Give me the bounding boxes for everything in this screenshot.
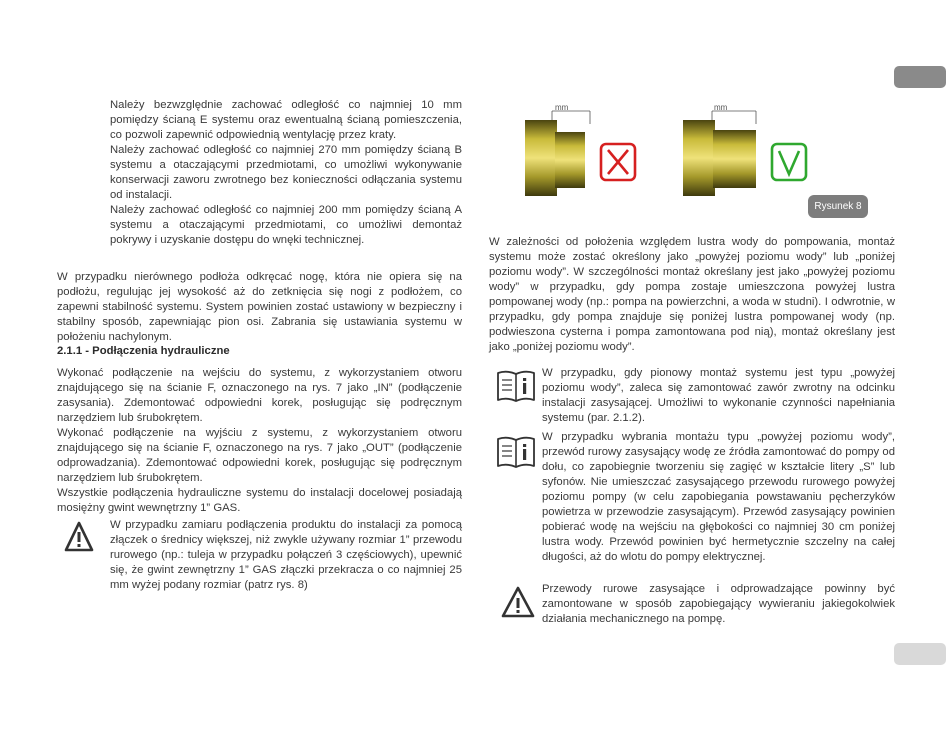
dimension-label-left: mm	[555, 103, 569, 112]
section-heading: 2.1.1 - Podłączenia hydrauliczne	[57, 345, 230, 357]
manual-info-icon	[496, 435, 536, 469]
warning-icon	[64, 521, 94, 553]
clearance-wall-a: Należy zachować odległość co najmniej 200 mm pomiędzy ścianą A systemu a otaczającymi przedmiotami, co umożliwi demontaż pokrywy i uzyskanie dostępu do wnęki technicznej.	[110, 204, 462, 246]
clearance-wall-e: Należy bezwzględnie zachować odległość co najmniej 10 mm pomiędzy ścianą E systemu oraz ewentualną ścianą pomieszczenia, co pozwoli zapewnić odpowiednią wentylację przez kraty.	[110, 99, 462, 141]
connection-paragraphs	[57, 366, 462, 516]
outlet-connection-text: Wykonać podłączenie na wyjściu z systemu, z wykorzystaniem otworu znajdującego się na ścianie F, oznaczonego na rys. 7 jako „OUT” (podłączenie odprowadzania). Zdemontować odpowiedni korek, posługując się podręcznym narzędziem lub śrubokrętem.	[57, 427, 462, 484]
thread-info-text: Wszystkie podłączenia hydrauliczne systemu do instalacji docelowej posiadają mosiężny gwint wewnętrzny 1” GAS.	[57, 487, 462, 514]
figure-8-thread-diagram	[515, 98, 875, 208]
short-thread-fitting	[525, 111, 590, 196]
check-valve-note: W przypadku, gdy pionowy montaż systemu jest typu „powyżej poziomu wody”, zaleca się zamontować zawór zwrotny na odcinku instalacji zasysającej. Umożliwi to wykonanie czynności napełniania systemu (par. 2.1.2).	[542, 367, 895, 424]
uneven-floor-paragraph: W przypadku nierównego podłoża odkręcać nogę, która nie opiera się na podłożu, regulując jej wysokość aż do zetknięcia się nogi z podłożem, co zapewni stabilność systemu. System powinien zostać ustawiony w bezpieczny i stabilny sposób, zapewniając pion osi. Zabrania się ustawiania systemu w położeniu nachylonym.	[57, 271, 462, 343]
chapter-tab-marker	[894, 66, 946, 88]
correct-mark-icon	[772, 144, 806, 180]
inlet-connection-text: Wykonać podłączenie na wejściu do systemu, z wykorzystaniem otworu znajdującego się na ścianie F, oznaczonego na rys. 7 jako „IN” (podłączenie zasysania). Zdemontować odpowiedni korek, posługując się podręcznym narzędziem lub śrubokrętem.	[57, 367, 462, 424]
clearance-paragraphs	[110, 98, 462, 248]
suction-pipe-note: W przypadku wybrania montażu typu „powyżej poziomu wody”, przewód rurowy zasysający wodę ze źródła zamontować do pompy od dołu, co zapobiegnie tworzeniu się zagięć w kształcie litery „S” lub syfonów. Nie umieszczać zasysającego przewodu rurowego powyżej poziomu pompy (w celu zapobiegania powstawaniu pęcherzyków powietrza w przewodzie zasysającym). Przewód zasysający powinien pobierać wodę na wejściu na głębokości co najmniej 30 cm poniżej lustra wody. Przewód powinien być hermetycznie szczelny na całej długości, aż do wlotu do pompy elektrycznej.	[542, 431, 895, 563]
clearance-wall-b: Należy zachować odległość co najmniej 270 mm pomiędzy ścianą B systemu a otaczającymi przedmiotami, co umożliwi wykonywanie konserwacji zaworu zwrotnego bez konieczności odłączania systemu od instalacji.	[110, 144, 462, 201]
figure-caption: Rysunek 8	[808, 195, 868, 218]
fitting-warning-text: W przypadku zamiaru podłączenia produktu do instalacji za pomocą złączek o średnicy większej, niż zwykle używany rozmiar 1” przewodu rurowego (np.: tuleja w przypadku połączeń 3 częściowych), upewnić się, że gwint zewnętrzny 1” GAS złączki przekracza o co najmniej 25 mm wyżej podany rozmiar (patrz rys. 8)	[110, 519, 462, 591]
warning-icon	[500, 585, 536, 619]
long-thread-fitting	[683, 111, 756, 196]
page-tab-marker	[894, 643, 946, 665]
dimension-label-right: mm	[714, 103, 728, 112]
manual-info-icon	[496, 369, 536, 403]
pipe-mounting-warning: Przewody rurowe zasysające i odprowadzające powinny być zamontowane w sposób zapobiegający wywieraniu jakiegokolwiek działania mechanicznego na pompę.	[542, 583, 895, 625]
installation-type-paragraph: W zależności od położenia względem lustra wody do pompowania, montaż systemu może zostać określony jako „powyżej poziomu wody” lub „poniżej poziomu wody”. W szczególności montaż określany jest jako „powyżej poziomu wody” w przypadku, gdy pompa zostaje umieszczona powyżej lustra pompowanej wody (np.: pompa na powierzchni, a woda w studni). I odwrotnie, w przypadku, gdy pompa znajduje się poniżej lustra pompowanej wody (np. podwieszona cysterna i pompa zamontowana pod nią), montaż określany jest jako „poniżej poziomu wody”.	[489, 236, 895, 353]
wrong-mark-icon	[601, 144, 635, 180]
